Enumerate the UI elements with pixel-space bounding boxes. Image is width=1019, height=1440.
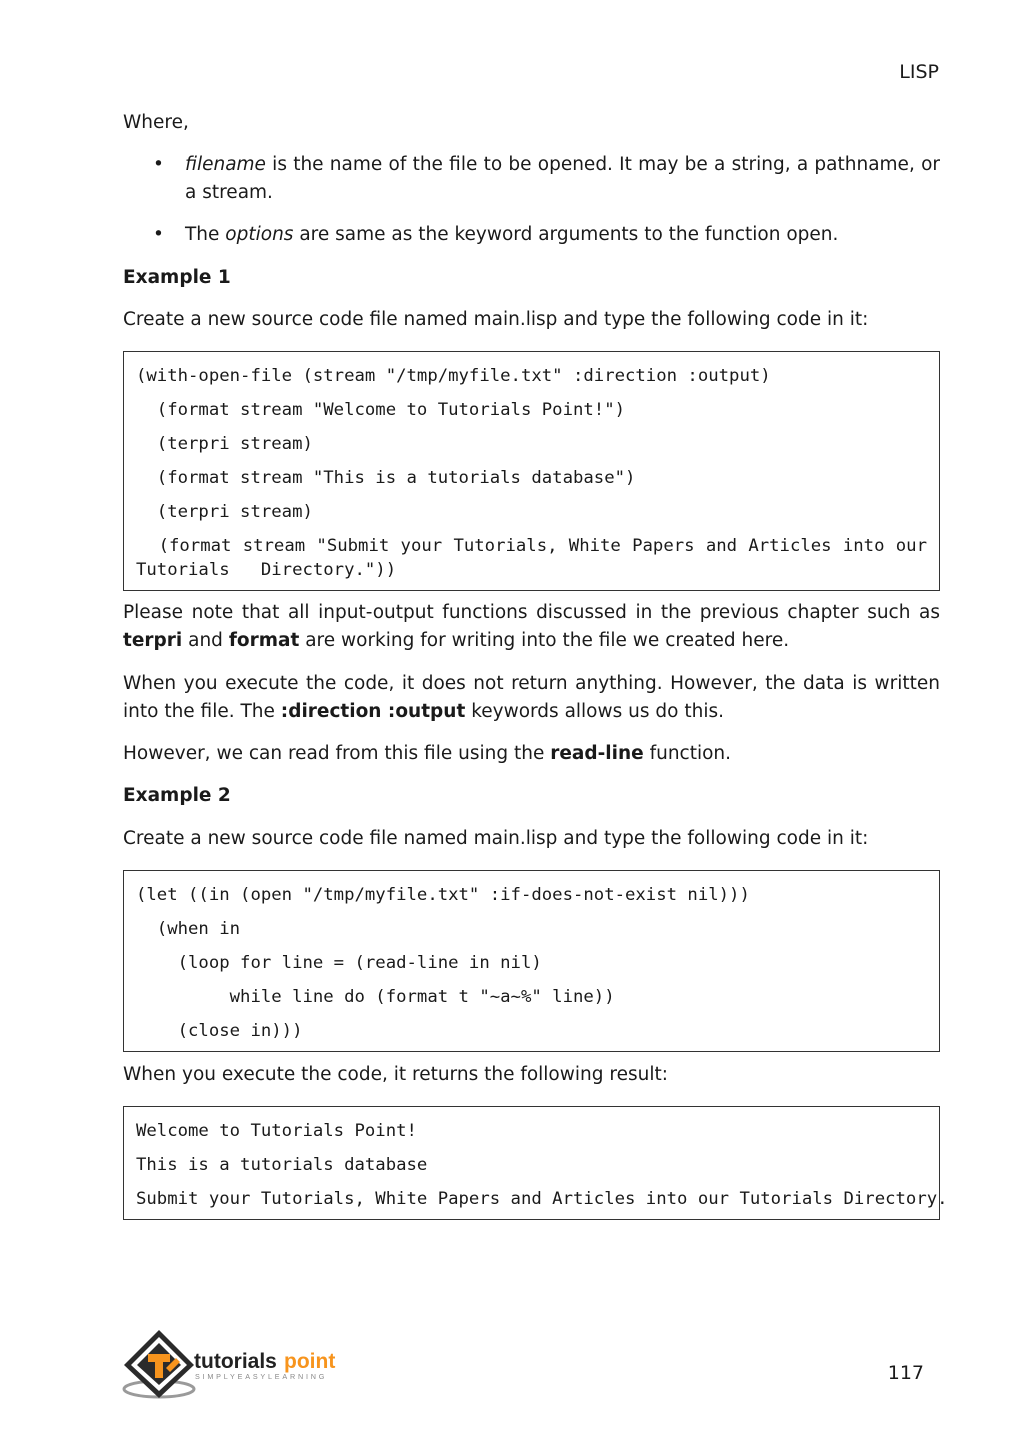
where-text: Where, — [123, 112, 189, 133]
code-line: while line do (format t "~a~%" line)) — [136, 987, 615, 1007]
code-line: (terpri stream) — [136, 434, 313, 454]
code-line: (when in — [136, 919, 241, 939]
exec1-paragraph: When you execute the code, it does not return anything. However, the data is written into the file. The :direction :output keywords allows us do this. — [123, 673, 940, 722]
code-line: (let ((in (open "/tmp/myfile.txt" :if-does-not-exist nil))) — [136, 885, 750, 905]
readline-paragraph: However, we can read from this file using the read-line function. — [123, 743, 732, 764]
bullet1-text: is the name of the file to be opened. It may be a string, a pathname, or a stream. — [185, 154, 940, 203]
code-line: (loop for line = (read-line in nil) — [136, 953, 542, 973]
bullet-icon: • — [153, 224, 164, 245]
list-item — [123, 221, 940, 249]
output-block — [123, 1106, 948, 1220]
logo-text-a: tutorials — [194, 1350, 277, 1373]
filename-term: filename — [185, 154, 266, 175]
code-line: (format stream "Submit your Tutorials, White Papers and Articles into our Tutorials Directory.")) — [136, 536, 938, 580]
example2-heading: Example 2 — [123, 785, 231, 806]
logo-tagline: SIMPLYEASYLEARNING — [195, 1372, 328, 1381]
page-content — [123, 109, 948, 1220]
code-block-1 — [123, 351, 940, 591]
code-block-2 — [123, 870, 940, 1052]
list-item — [123, 151, 940, 207]
output-line: This is a tutorials database — [136, 1155, 428, 1175]
bullet2-pre: The — [185, 224, 226, 245]
code-line: (close in))) — [136, 1021, 303, 1041]
code-line: (terpri stream) — [136, 502, 313, 522]
logo-icon — [122, 1328, 367, 1402]
code-line: (format stream "Welcome to Tutorials Point!") — [136, 400, 625, 420]
logo-text-b: point — [284, 1350, 336, 1373]
example1-heading: Example 1 — [123, 267, 231, 288]
create2-text: Create a new source code file named main.lisp and type the following code in it: — [123, 828, 869, 849]
page-number: 117 — [887, 1362, 924, 1384]
code-line: (with-open-file (stream "/tmp/myfile.txt" :direction :output) — [136, 366, 771, 386]
tutorialspoint-logo — [122, 1328, 367, 1402]
exec2-text: When you execute the code, it returns the following result: — [123, 1064, 668, 1085]
bullet2-text: are same as the keyword arguments to the function open. — [293, 224, 839, 245]
code-line: (format stream "This is a tutorials database") — [136, 468, 636, 488]
options-term: options — [225, 224, 294, 245]
bullet-icon: • — [153, 154, 164, 175]
options-list — [123, 151, 940, 249]
create1-text: Create a new source code file named main.lisp and type the following code in it: — [123, 309, 869, 330]
output-line: Welcome to Tutorials Point! — [136, 1121, 417, 1141]
note-paragraph: Please note that all input-output functions discussed in the previous chapter such as terpri and format are working for writing into the file we created here. — [123, 602, 940, 651]
page-header-title: LISP — [899, 61, 939, 83]
output-line: Submit your Tutorials, White Papers and Articles into our Tutorials Directory. — [136, 1189, 948, 1209]
